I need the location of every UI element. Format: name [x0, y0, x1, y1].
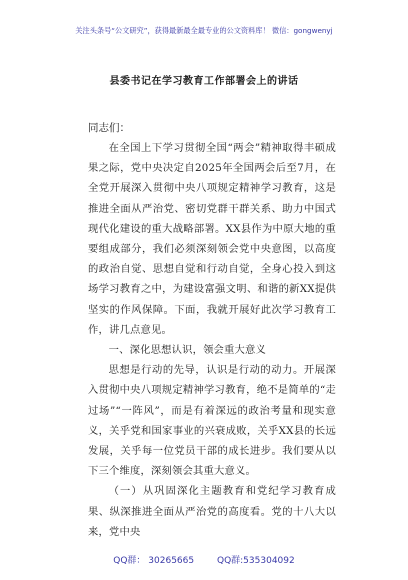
qq-group-2: QQ群:535304092: [216, 556, 295, 566]
greeting: 同志们：: [88, 122, 130, 134]
paragraph-significance: 思想是行动的先导，认识是行动的动力。开展深入贯彻中央八项规定精神学习教育，绝不是简单的“走过场”“一阵风”，而是有着深远的政治考量和现实意义，关乎党和国家事业的兴衰成败，关乎XX县的长远发展，关乎每一位党员干部的成长进步。我们要从以下三个维度，深刻领会其重大意义。: [88, 364, 336, 478]
footer-contact: [0, 553, 408, 566]
section-heading-1: 一、深化思想认识，领会重大意义: [108, 344, 267, 357]
promo-banner: 关注头条号“公文研究”，获得最新最全最专业的公文资料库！ 微信：gongwenyj: [75, 26, 333, 35]
qq-group-1: QQ群： 30265665: [113, 556, 195, 566]
paragraph-subsection-1: （一）从巩固深化主题教育和党纪学习教育成果、纵深推进全面从严治党的高度看。党的十八大以来，党中央: [88, 485, 336, 538]
paragraph-intro: 在全国上下学习贯彻全国“两会”精神取得丰硕成果之际，党中央决定自2025年全国两会后至7月，在全党开展深入贯彻中央八项规定精神学习教育，这是推进全面从严治党、密切党群干群关系、助力中国式现代化建设的重大战略部署。XX县作为中原大地的重要组成部分，我们必须深刻领会党中央意图，以高度的政治自觉、思想自觉和行动自觉，全身心投入到这场学习教育之中，为建设富强文明、和谐的新XX提供坚实的作风保障。下面，我就开展好此次学习教育工作，讲几点意见。: [88, 142, 336, 336]
document-title: 县委书记在学习教育工作部署会上的讲话: [109, 76, 299, 87]
document-body: [88, 138, 336, 542]
